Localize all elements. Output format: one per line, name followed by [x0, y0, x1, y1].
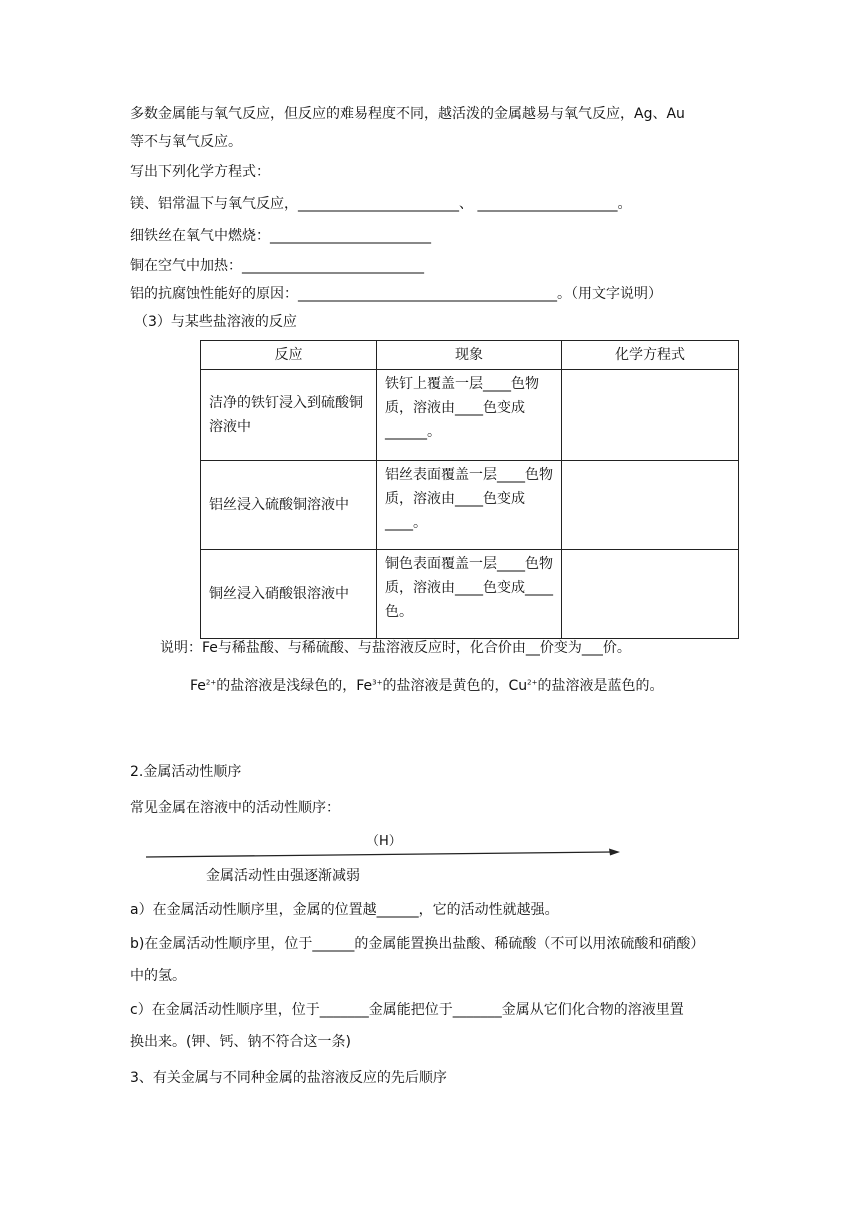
cell-reaction: 铜丝浸入硝酸银溶液中	[201, 550, 377, 639]
cell-reaction: 洁净的铁钉浸入到硫酸铜溶液中	[201, 370, 377, 461]
activity-series-intro: 常见金属在溶液中的活动性顺序：	[130, 800, 340, 816]
question-mg-al-oxygen: 镁、铝常温下与氧气反应，_______________________、 ____________________。	[130, 196, 632, 212]
ion-fe: Fe	[190, 678, 206, 694]
cell-phenomenon: 铁钉上覆盖一层____色物质，溶液由____色变成______。	[377, 370, 562, 461]
cell-phenomenon: 铝丝表面覆盖一层____色物质，溶液由____色变成____。	[377, 461, 562, 550]
rule-b-line2: 中的氢。	[130, 968, 186, 984]
section-2-heading: 2.金属活动性顺序	[130, 764, 242, 780]
table-row	[201, 461, 739, 550]
note-text: 的盐溶液是蓝色的。	[537, 678, 664, 694]
rule-a: a）在金属活动性顺序里，金属的位置越______，它的活动性就越强。	[130, 902, 559, 918]
note-text: 的盐溶液是黄色的，Cu	[382, 678, 528, 694]
table-row	[201, 370, 739, 461]
reaction-table	[200, 340, 739, 639]
table-row	[201, 550, 739, 639]
note-ion-colors	[190, 676, 663, 696]
note-text: 的盐溶液是浅绿色的，Fe	[216, 678, 373, 694]
rule-c-line1: c）在金属活动性顺序里，位于_______金属能把位于_______金属从它们化合物的溶液里置	[130, 1002, 684, 1018]
table-header-equation: 化学方程式	[562, 341, 739, 370]
ion-charge: 2+	[205, 678, 217, 687]
table-header-reaction: 反应	[201, 341, 377, 370]
note-iron-valence: 说明：Fe与稀盐酸、与稀硫酸、与盐溶液反应时，化合价由__价变为___价。	[160, 640, 631, 656]
activity-arrow	[146, 846, 622, 860]
question-iron-burning: 细铁丝在氧气中燃烧：_______________________	[130, 228, 431, 244]
instruction-write-equations: 写出下列化学方程式：	[130, 164, 270, 180]
paragraph-metal-oxygen-cont: 等不与氧气反应。	[130, 134, 242, 150]
hydrogen-label: （H）	[366, 834, 402, 849]
cell-equation	[562, 370, 739, 461]
arrow-caption: 金属活动性由强逐渐减弱	[206, 868, 360, 884]
section-3-heading: 3、有关金属与不同种金属的盐溶液反应的先后顺序	[130, 1070, 447, 1086]
cell-equation	[562, 461, 739, 550]
cell-equation	[562, 550, 739, 639]
rule-b-line1: b)在金属活动性顺序里，位于______的金属能置换出盐酸、稀硫酸（不可以用浓硫酸和硝酸）	[130, 936, 705, 952]
subheading-salt-solution: （3）与某些盐溶液的反应	[134, 314, 297, 330]
question-copper-heating: 铜在空气中加热：__________________________	[130, 258, 424, 274]
table-header-row	[201, 341, 739, 370]
ion-charge: 2+	[527, 678, 538, 687]
question-aluminum-corrosion: 铝的抗腐蚀性能好的原因：_____________________________________。（用文字说明）	[130, 286, 662, 302]
table-header-phenomenon: 现象	[377, 341, 562, 370]
paragraph-metal-oxygen: 多数金属能与氧气反应，但反应的难易程度不同，越活泼的金属越易与氧气反应，Ag、Au	[130, 106, 685, 122]
rule-c-line2: 换出来。(钾、钙、钠不符合这一条)	[130, 1034, 351, 1050]
cell-reaction: 铝丝浸入硫酸铜溶液中	[201, 461, 377, 550]
ion-charge: 3+	[372, 678, 383, 687]
arrow-right-icon	[146, 846, 622, 860]
cell-phenomenon: 铜色表面覆盖一层____色物质，溶液由____色变成____色。	[377, 550, 562, 639]
